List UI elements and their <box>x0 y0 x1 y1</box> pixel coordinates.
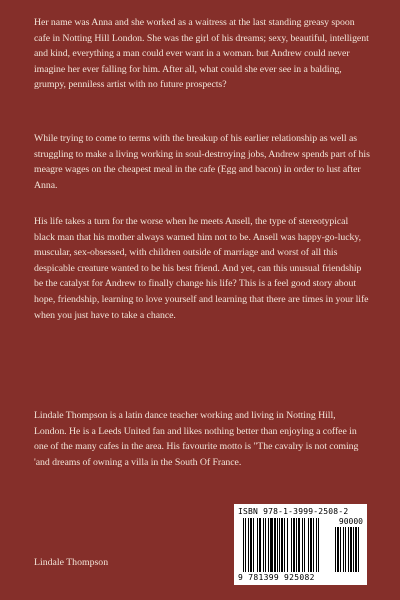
blurb-paragraph-3: His life takes a turn for the worse when he meets Ansell, the type of stereotypical black man that his mother always warned him not to be. Ansell was happy-go-lucky, muscular, sex-obsessed, with children outside of marriage and worst of all this despicable creature wanted to be his best friend. And yet, can this unusual friendship be the catalyst for Andrew to finally change his life? This is a feel good story about hope, friendship, learning to love yourself and learning that there are times in your life when you just have to take a chance. <box>34 216 369 321</box>
barcode-bar <box>353 527 354 572</box>
barcode-bar <box>343 527 344 572</box>
barcode-bar <box>263 518 264 572</box>
barcode-bar <box>248 518 249 572</box>
price-code: 90000 <box>338 517 363 526</box>
barcode-bar <box>253 518 254 572</box>
barcode-bar <box>302 518 303 572</box>
author-bio: Lindale Thompson is a latin dance teacher working and living in Notting Hill, London. He is a Leeds United fan and likes nothing better than enjoying a coffee in one of the many cafes in the area. His favourite motto is "The cavalry is not coming 'and dreams of owning a villa in the South Of France. <box>34 410 359 468</box>
barcode-bar <box>350 527 352 572</box>
barcode-bar <box>348 527 349 572</box>
barcode-bar <box>281 518 283 572</box>
barcode-bar <box>304 518 305 572</box>
barcode-bar <box>293 518 295 572</box>
barcode-bar <box>313 518 314 572</box>
barcode-bar <box>355 527 357 572</box>
barcode-bar <box>279 518 280 572</box>
barcode-bar <box>291 518 292 572</box>
isbn-barcode <box>234 504 367 585</box>
barcode-bar <box>250 518 252 572</box>
barcode-bar <box>243 518 244 572</box>
barcode-bar <box>257 518 258 572</box>
barcode-bar <box>265 518 266 572</box>
barcode-bar <box>308 518 309 572</box>
barcode-bar <box>268 518 269 572</box>
barcode-bar <box>345 527 346 572</box>
barcode-bar <box>310 518 312 572</box>
barcode-bar <box>335 527 336 572</box>
barcode-bar <box>277 518 278 572</box>
barcode-bars <box>243 518 331 572</box>
barcode-bar <box>296 518 297 572</box>
author-name: Lindale Thompson <box>34 557 109 568</box>
barcode-bar <box>318 518 319 572</box>
barcode-bar <box>298 518 300 572</box>
barcode-bar <box>259 518 261 572</box>
barcode-bar <box>274 518 276 572</box>
barcode-bar <box>316 518 317 572</box>
barcode-bar <box>284 518 285 572</box>
blurb-paragraph-1: Her name was Anna and she worked as a waitress at the last standing greasy spoon cafe in Notting Hill London. She was the girl of his dreams; sexy, beautiful, intelligent and kind, everything a man could ever want in a woman. but Andrew could never imagine her ever falling for him. After all, what could she ever see in a balding, grumpy, penniless artist with no future prospects? <box>34 17 369 91</box>
barcode-bar <box>337 527 339 572</box>
barcode-bar <box>358 527 359 572</box>
addon-barcode-bars <box>335 527 363 572</box>
barcode-bar <box>245 518 246 572</box>
blurb-paragraph-2: While trying to come to terms with the breakup of his earlier relationship as well as struggling to make a living working in soul-destroying jobs, Andrew spends part of his meagre wages on the cheapest meal in the cafe (Egg and bacon) in order to lust after Anna. <box>34 133 370 191</box>
barcode-bar <box>270 518 273 572</box>
barcode-bar <box>287 518 288 572</box>
barcode-digits: 9 781399 925082 <box>238 573 315 582</box>
isbn-number: ISBN 978-1-3999-2508-2 <box>238 507 349 516</box>
barcode-bar <box>340 527 341 572</box>
